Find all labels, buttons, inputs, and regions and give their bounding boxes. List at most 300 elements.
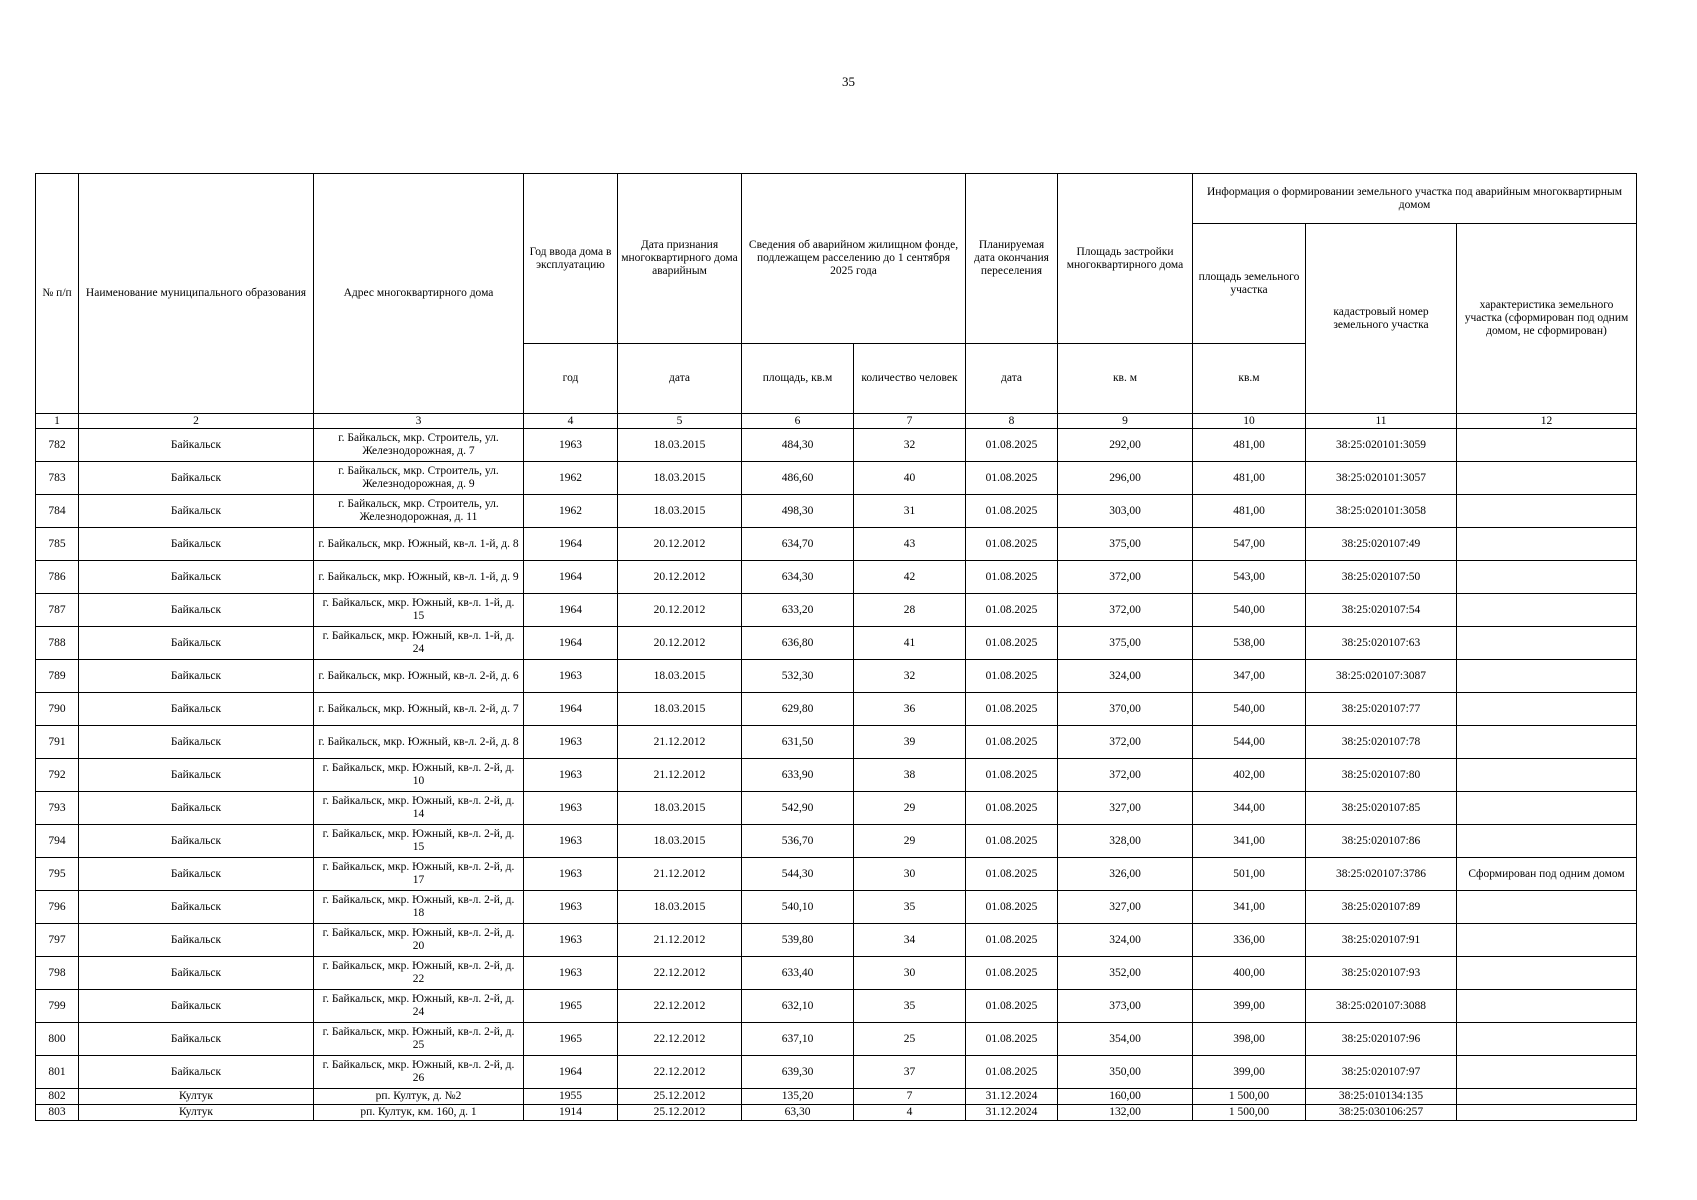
people-count-cell: 35 — [854, 891, 966, 924]
header-land-area: площадь земельного участка — [1193, 224, 1306, 344]
area-cell: 637,10 — [742, 1023, 854, 1056]
address-cell: г. Байкальск, мкр. Южный, кв-л. 2-й, д. 25 — [314, 1023, 524, 1056]
building-area-cell: 324,00 — [1058, 924, 1193, 957]
row-number-cell: 791 — [36, 726, 79, 759]
table-row — [36, 891, 1637, 924]
people-count-cell: 29 — [854, 792, 966, 825]
row-number-cell: 799 — [36, 990, 79, 1023]
municipality-cell: Култук — [79, 1105, 314, 1121]
area-cell: 536,70 — [742, 825, 854, 858]
planned-date-cell: 01.08.2025 — [966, 429, 1058, 462]
column-number: 5 — [618, 414, 742, 429]
emergency-date-cell: 18.03.2015 — [618, 429, 742, 462]
land-characteristic-cell — [1457, 1105, 1637, 1121]
address-cell: г. Байкальск, мкр. Южный, кв-л. 1-й, д. 15 — [314, 594, 524, 627]
land-characteristic-cell — [1457, 759, 1637, 792]
column-number: 10 — [1193, 414, 1306, 429]
table-body — [36, 429, 1637, 1121]
cadastral-number-cell: 38:25:020107:89 — [1306, 891, 1457, 924]
municipality-cell: Байкальск — [79, 759, 314, 792]
address-cell: г. Байкальск, мкр. Южный, кв-л. 2-й, д. 7 — [314, 693, 524, 726]
column-number: 12 — [1457, 414, 1637, 429]
unit-people: количество человек — [854, 344, 966, 414]
planned-date-cell: 01.08.2025 — [966, 462, 1058, 495]
land-characteristic-cell — [1457, 891, 1637, 924]
area-cell: 636,80 — [742, 627, 854, 660]
area-cell: 539,80 — [742, 924, 854, 957]
column-number-row — [36, 414, 1637, 429]
municipality-cell: Байкальск — [79, 627, 314, 660]
emergency-date-cell: 21.12.2012 — [618, 726, 742, 759]
planned-date-cell: 01.08.2025 — [966, 627, 1058, 660]
table-row — [36, 1056, 1637, 1089]
planned-date-cell: 01.08.2025 — [966, 726, 1058, 759]
building-area-cell: 326,00 — [1058, 858, 1193, 891]
municipality-cell: Култук — [79, 1089, 314, 1105]
land-area-cell: 538,00 — [1193, 627, 1306, 660]
year-cell: 1962 — [524, 462, 618, 495]
municipality-cell: Байкальск — [79, 462, 314, 495]
table-row — [36, 1023, 1637, 1056]
land-area-cell: 481,00 — [1193, 429, 1306, 462]
municipality-cell: Байкальск — [79, 924, 314, 957]
address-cell: г. Байкальск, мкр. Южный, кв-л. 2-й, д. 8 — [314, 726, 524, 759]
header-land-plot-info: Информация о формировании земельного участка под аварийным многоквартирным домом — [1193, 174, 1637, 224]
land-area-cell: 399,00 — [1193, 1056, 1306, 1089]
people-count-cell: 4 — [854, 1105, 966, 1121]
building-area-cell: 324,00 — [1058, 660, 1193, 693]
row-number-cell: 782 — [36, 429, 79, 462]
emergency-date-cell: 18.03.2015 — [618, 825, 742, 858]
emergency-date-cell: 25.12.2012 — [618, 1105, 742, 1121]
people-count-cell: 41 — [854, 627, 966, 660]
land-area-cell: 481,00 — [1193, 495, 1306, 528]
year-cell: 1964 — [524, 561, 618, 594]
unit-date: дата — [618, 344, 742, 414]
row-number-cell: 792 — [36, 759, 79, 792]
land-characteristic-cell — [1457, 495, 1637, 528]
people-count-cell: 30 — [854, 858, 966, 891]
address-cell: г. Байкальск, мкр. Южный, кв-л. 2-й, д. 10 — [314, 759, 524, 792]
address-cell: г. Байкальск, мкр. Южный, кв-л. 2-й, д. 24 — [314, 990, 524, 1023]
unit-land-area: кв.м — [1193, 344, 1306, 414]
cadastral-number-cell: 38:25:020107:97 — [1306, 1056, 1457, 1089]
emergency-date-cell: 20.12.2012 — [618, 594, 742, 627]
planned-date-cell: 01.08.2025 — [966, 957, 1058, 990]
land-characteristic-cell — [1457, 825, 1637, 858]
planned-date-cell: 01.08.2025 — [966, 594, 1058, 627]
table-row — [36, 660, 1637, 693]
cadastral-number-cell: 38:25:010134:135 — [1306, 1089, 1457, 1105]
table-row — [36, 759, 1637, 792]
column-number: 8 — [966, 414, 1058, 429]
row-number-cell: 797 — [36, 924, 79, 957]
municipality-cell: Байкальск — [79, 891, 314, 924]
building-area-cell: 373,00 — [1058, 990, 1193, 1023]
people-count-cell: 28 — [854, 594, 966, 627]
emergency-date-cell: 18.03.2015 — [618, 792, 742, 825]
planned-date-cell: 31.12.2024 — [966, 1105, 1058, 1121]
cadastral-number-cell: 38:25:020107:77 — [1306, 693, 1457, 726]
address-cell: г. Байкальск, мкр. Южный, кв-л. 2-й, д. 14 — [314, 792, 524, 825]
land-characteristic-cell — [1457, 957, 1637, 990]
cadastral-number-cell: 38:25:020107:96 — [1306, 1023, 1457, 1056]
header-planned-date: Планируемая дата окончания переселения — [966, 174, 1058, 344]
land-area-cell: 347,00 — [1193, 660, 1306, 693]
page-number: 35 — [842, 74, 855, 89]
emergency-date-cell: 22.12.2012 — [618, 957, 742, 990]
row-number-cell: 796 — [36, 891, 79, 924]
planned-date-cell: 01.08.2025 — [966, 924, 1058, 957]
people-count-cell: 31 — [854, 495, 966, 528]
table-row — [36, 1105, 1637, 1121]
year-cell: 1955 — [524, 1089, 618, 1105]
municipality-cell: Байкальск — [79, 429, 314, 462]
table-row — [36, 726, 1637, 759]
row-number-cell: 801 — [36, 1056, 79, 1089]
land-characteristic-cell — [1457, 792, 1637, 825]
row-number-cell: 785 — [36, 528, 79, 561]
address-cell: г. Байкальск, мкр. Южный, кв-л. 2-й, д. 17 — [314, 858, 524, 891]
area-cell: 532,30 — [742, 660, 854, 693]
land-characteristic-cell — [1457, 660, 1637, 693]
land-area-cell: 341,00 — [1193, 825, 1306, 858]
land-characteristic-cell — [1457, 429, 1637, 462]
cadastral-number-cell: 38:25:020107:3786 — [1306, 858, 1457, 891]
building-area-cell: 350,00 — [1058, 1056, 1193, 1089]
municipality-cell: Байкальск — [79, 792, 314, 825]
land-area-cell: 344,00 — [1193, 792, 1306, 825]
column-number: 1 — [36, 414, 79, 429]
land-area-cell: 400,00 — [1193, 957, 1306, 990]
area-cell: 135,20 — [742, 1089, 854, 1105]
municipality-cell: Байкальск — [79, 528, 314, 561]
emergency-date-cell: 25.12.2012 — [618, 1089, 742, 1105]
land-characteristic-cell — [1457, 627, 1637, 660]
cadastral-number-cell: 38:25:020101:3059 — [1306, 429, 1457, 462]
area-cell: 542,90 — [742, 792, 854, 825]
table-row — [36, 528, 1637, 561]
land-characteristic-cell — [1457, 924, 1637, 957]
planned-date-cell: 01.08.2025 — [966, 660, 1058, 693]
area-cell: 633,40 — [742, 957, 854, 990]
cadastral-number-cell: 38:25:020107:85 — [1306, 792, 1457, 825]
land-characteristic-cell — [1457, 1056, 1637, 1089]
year-cell: 1963 — [524, 858, 618, 891]
area-cell: 633,90 — [742, 759, 854, 792]
land-characteristic-cell — [1457, 594, 1637, 627]
row-number-cell: 798 — [36, 957, 79, 990]
emergency-date-cell: 18.03.2015 — [618, 891, 742, 924]
land-characteristic-cell — [1457, 528, 1637, 561]
people-count-cell: 42 — [854, 561, 966, 594]
row-number-cell: 789 — [36, 660, 79, 693]
building-area-cell: 303,00 — [1058, 495, 1193, 528]
area-cell: 484,30 — [742, 429, 854, 462]
year-cell: 1963 — [524, 726, 618, 759]
people-count-cell: 32 — [854, 660, 966, 693]
year-cell: 1964 — [524, 1056, 618, 1089]
address-cell: г. Байкальск, мкр. Южный, кв-л. 2-й, д. 15 — [314, 825, 524, 858]
row-number-cell: 790 — [36, 693, 79, 726]
land-area-cell: 399,00 — [1193, 990, 1306, 1023]
building-area-cell: 372,00 — [1058, 726, 1193, 759]
building-area-cell: 296,00 — [1058, 462, 1193, 495]
people-count-cell: 36 — [854, 693, 966, 726]
header-municipality: Наименование муниципального образования — [79, 174, 314, 414]
municipality-cell: Байкальск — [79, 660, 314, 693]
address-cell: г. Байкальск, мкр. Строитель, ул. Железнодорожная, д. 11 — [314, 495, 524, 528]
year-cell: 1964 — [524, 528, 618, 561]
row-number-cell: 795 — [36, 858, 79, 891]
emergency-date-cell: 18.03.2015 — [618, 462, 742, 495]
unit-area: площадь, кв.м — [742, 344, 854, 414]
planned-date-cell: 01.08.2025 — [966, 858, 1058, 891]
municipality-cell: Байкальск — [79, 858, 314, 891]
address-cell: г. Байкальск, мкр. Южный, кв-л. 2-й, д. 6 — [314, 660, 524, 693]
planned-date-cell: 01.08.2025 — [966, 561, 1058, 594]
municipality-cell: Байкальск — [79, 726, 314, 759]
emergency-date-cell: 20.12.2012 — [618, 627, 742, 660]
column-number: 3 — [314, 414, 524, 429]
address-cell: г. Байкальск, мкр. Южный, кв-л. 2-й, д. 22 — [314, 957, 524, 990]
table-row — [36, 957, 1637, 990]
emergency-date-cell: 18.03.2015 — [618, 660, 742, 693]
land-area-cell: 543,00 — [1193, 561, 1306, 594]
year-cell: 1963 — [524, 825, 618, 858]
emergency-date-cell: 21.12.2012 — [618, 924, 742, 957]
cadastral-number-cell: 38:25:020107:93 — [1306, 957, 1457, 990]
column-number: 7 — [854, 414, 966, 429]
address-cell: рп. Култук, км. 160, д. 1 — [314, 1105, 524, 1121]
table-row — [36, 990, 1637, 1023]
row-number-cell: 793 — [36, 792, 79, 825]
table-row — [36, 462, 1637, 495]
planned-date-cell: 01.08.2025 — [966, 759, 1058, 792]
address-cell: г. Байкальск, мкр. Южный, кв-л. 1-й, д. 9 — [314, 561, 524, 594]
planned-date-cell: 01.08.2025 — [966, 1056, 1058, 1089]
address-cell: г. Байкальск, мкр. Южный, кв-л. 1-й, д. 24 — [314, 627, 524, 660]
year-cell: 1963 — [524, 924, 618, 957]
year-cell: 1964 — [524, 594, 618, 627]
planned-date-cell: 01.08.2025 — [966, 792, 1058, 825]
column-number: 6 — [742, 414, 854, 429]
emergency-date-cell: 18.03.2015 — [618, 495, 742, 528]
people-count-cell: 38 — [854, 759, 966, 792]
table-row — [36, 429, 1637, 462]
cadastral-number-cell: 38:25:020101:3057 — [1306, 462, 1457, 495]
municipality-cell: Байкальск — [79, 825, 314, 858]
land-characteristic-cell: Сформирован под одним домом — [1457, 858, 1637, 891]
address-cell: г. Байкальск, мкр. Строитель, ул. Железнодорожная, д. 9 — [314, 462, 524, 495]
header-emergency-date: Дата признания многоквартирного дома аварийным — [618, 174, 742, 344]
column-number: 4 — [524, 414, 618, 429]
land-area-cell: 540,00 — [1193, 693, 1306, 726]
planned-date-cell: 01.08.2025 — [966, 891, 1058, 924]
year-cell: 1962 — [524, 495, 618, 528]
area-cell: 540,10 — [742, 891, 854, 924]
land-characteristic-cell — [1457, 1023, 1637, 1056]
people-count-cell: 32 — [854, 429, 966, 462]
planned-date-cell: 01.08.2025 — [966, 495, 1058, 528]
emergency-date-cell: 20.12.2012 — [618, 528, 742, 561]
building-area-cell: 327,00 — [1058, 792, 1193, 825]
address-cell: г. Байкальск, мкр. Южный, кв-л. 1-й, д. 8 — [314, 528, 524, 561]
row-number-cell: 802 — [36, 1089, 79, 1105]
people-count-cell: 30 — [854, 957, 966, 990]
planned-date-cell: 01.08.2025 — [966, 825, 1058, 858]
row-number-cell: 786 — [36, 561, 79, 594]
land-area-cell: 501,00 — [1193, 858, 1306, 891]
year-cell: 1963 — [524, 891, 618, 924]
building-area-cell: 372,00 — [1058, 561, 1193, 594]
emergency-date-cell: 21.12.2012 — [618, 858, 742, 891]
land-area-cell: 547,00 — [1193, 528, 1306, 561]
row-number-cell: 784 — [36, 495, 79, 528]
land-characteristic-cell — [1457, 462, 1637, 495]
land-area-cell: 1 500,00 — [1193, 1105, 1306, 1121]
year-cell: 1963 — [524, 792, 618, 825]
land-characteristic-cell — [1457, 726, 1637, 759]
cadastral-number-cell: 38:25:020107:54 — [1306, 594, 1457, 627]
area-cell: 631,50 — [742, 726, 854, 759]
table-row — [36, 1089, 1637, 1105]
row-number-cell: 803 — [36, 1105, 79, 1121]
unit-building-area: кв. м — [1058, 344, 1193, 414]
people-count-cell: 40 — [854, 462, 966, 495]
building-area-cell: 352,00 — [1058, 957, 1193, 990]
building-area-cell: 375,00 — [1058, 627, 1193, 660]
emergency-date-cell: 21.12.2012 — [618, 759, 742, 792]
cadastral-number-cell: 38:25:020107:49 — [1306, 528, 1457, 561]
municipality-cell: Байкальск — [79, 693, 314, 726]
area-cell: 629,80 — [742, 693, 854, 726]
land-characteristic-cell — [1457, 693, 1637, 726]
table-row — [36, 627, 1637, 660]
land-characteristic-cell — [1457, 1089, 1637, 1105]
building-area-cell: 328,00 — [1058, 825, 1193, 858]
area-cell: 544,30 — [742, 858, 854, 891]
people-count-cell: 43 — [854, 528, 966, 561]
year-cell: 1963 — [524, 957, 618, 990]
building-area-cell: 327,00 — [1058, 891, 1193, 924]
cadastral-number-cell: 38:25:020107:3087 — [1306, 660, 1457, 693]
row-number-cell: 788 — [36, 627, 79, 660]
address-cell: г. Байкальск, мкр. Южный, кв-л. 2-й, д. 26 — [314, 1056, 524, 1089]
people-count-cell: 25 — [854, 1023, 966, 1056]
cadastral-number-cell: 38:25:030106:257 — [1306, 1105, 1457, 1121]
planned-date-cell: 01.08.2025 — [966, 528, 1058, 561]
resettlement-table — [35, 173, 1637, 1121]
cadastral-number-cell: 38:25:020101:3058 — [1306, 495, 1457, 528]
people-count-cell: 7 — [854, 1089, 966, 1105]
building-area-cell: 160,00 — [1058, 1089, 1193, 1105]
planned-date-cell: 31.12.2024 — [966, 1089, 1058, 1105]
year-cell: 1964 — [524, 627, 618, 660]
building-area-cell: 370,00 — [1058, 693, 1193, 726]
land-area-cell: 398,00 — [1193, 1023, 1306, 1056]
land-area-cell: 544,00 — [1193, 726, 1306, 759]
area-cell: 633,20 — [742, 594, 854, 627]
planned-date-cell: 01.08.2025 — [966, 1023, 1058, 1056]
cadastral-number-cell: 38:25:020107:63 — [1306, 627, 1457, 660]
table-row — [36, 825, 1637, 858]
table-row — [36, 858, 1637, 891]
cadastral-number-cell: 38:25:020107:86 — [1306, 825, 1457, 858]
land-area-cell: 402,00 — [1193, 759, 1306, 792]
people-count-cell: 35 — [854, 990, 966, 1023]
year-cell: 1963 — [524, 759, 618, 792]
emergency-date-cell: 20.12.2012 — [618, 561, 742, 594]
column-number: 11 — [1306, 414, 1457, 429]
building-area-cell: 354,00 — [1058, 1023, 1193, 1056]
land-area-cell: 540,00 — [1193, 594, 1306, 627]
year-cell: 1914 — [524, 1105, 618, 1121]
area-cell: 63,30 — [742, 1105, 854, 1121]
year-cell: 1963 — [524, 429, 618, 462]
table-row — [36, 495, 1637, 528]
header-address: Адрес многоквартирного дома — [314, 174, 524, 414]
area-cell: 632,10 — [742, 990, 854, 1023]
area-cell: 634,70 — [742, 528, 854, 561]
land-area-cell: 341,00 — [1193, 891, 1306, 924]
cadastral-number-cell: 38:25:020107:3088 — [1306, 990, 1457, 1023]
municipality-cell: Байкальск — [79, 1056, 314, 1089]
header-year-built: Год ввода дома в эксплуатацию — [524, 174, 618, 344]
people-count-cell: 39 — [854, 726, 966, 759]
people-count-cell: 37 — [854, 1056, 966, 1089]
header-cadastral-number: кадастровый номер земельного участка — [1306, 224, 1457, 414]
building-area-cell: 132,00 — [1058, 1105, 1193, 1121]
table-row — [36, 594, 1637, 627]
header-row-number: № п/п — [36, 174, 79, 414]
municipality-cell: Байкальск — [79, 1023, 314, 1056]
header-emergency-housing: Сведения об аварийном жилищном фонде, подлежащем расселению до 1 сентября 2025 года — [742, 174, 966, 344]
header-building-area: Площадь застройки многоквартирного дома — [1058, 174, 1193, 344]
building-area-cell: 372,00 — [1058, 594, 1193, 627]
planned-date-cell: 01.08.2025 — [966, 693, 1058, 726]
year-cell: 1964 — [524, 693, 618, 726]
area-cell: 486,60 — [742, 462, 854, 495]
emergency-date-cell: 22.12.2012 — [618, 1023, 742, 1056]
municipality-cell: Байкальск — [79, 594, 314, 627]
land-area-cell: 1 500,00 — [1193, 1089, 1306, 1105]
column-number: 9 — [1058, 414, 1193, 429]
building-area-cell: 292,00 — [1058, 429, 1193, 462]
people-count-cell: 29 — [854, 825, 966, 858]
row-number-cell: 794 — [36, 825, 79, 858]
area-cell: 498,30 — [742, 495, 854, 528]
cadastral-number-cell: 38:25:020107:78 — [1306, 726, 1457, 759]
address-cell: рп. Култук, д. №2 — [314, 1089, 524, 1105]
cadastral-number-cell: 38:25:020107:50 — [1306, 561, 1457, 594]
table-row — [36, 561, 1637, 594]
unit-plan-date: дата — [966, 344, 1058, 414]
building-area-cell: 375,00 — [1058, 528, 1193, 561]
address-cell: г. Байкальск, мкр. Южный, кв-л. 2-й, д. 20 — [314, 924, 524, 957]
row-number-cell: 787 — [36, 594, 79, 627]
table-row — [36, 924, 1637, 957]
area-cell: 634,30 — [742, 561, 854, 594]
people-count-cell: 34 — [854, 924, 966, 957]
land-area-cell: 336,00 — [1193, 924, 1306, 957]
area-cell: 639,30 — [742, 1056, 854, 1089]
emergency-date-cell: 22.12.2012 — [618, 990, 742, 1023]
municipality-cell: Байкальск — [79, 561, 314, 594]
emergency-date-cell: 22.12.2012 — [618, 1056, 742, 1089]
table-row — [36, 792, 1637, 825]
year-cell: 1965 — [524, 1023, 618, 1056]
